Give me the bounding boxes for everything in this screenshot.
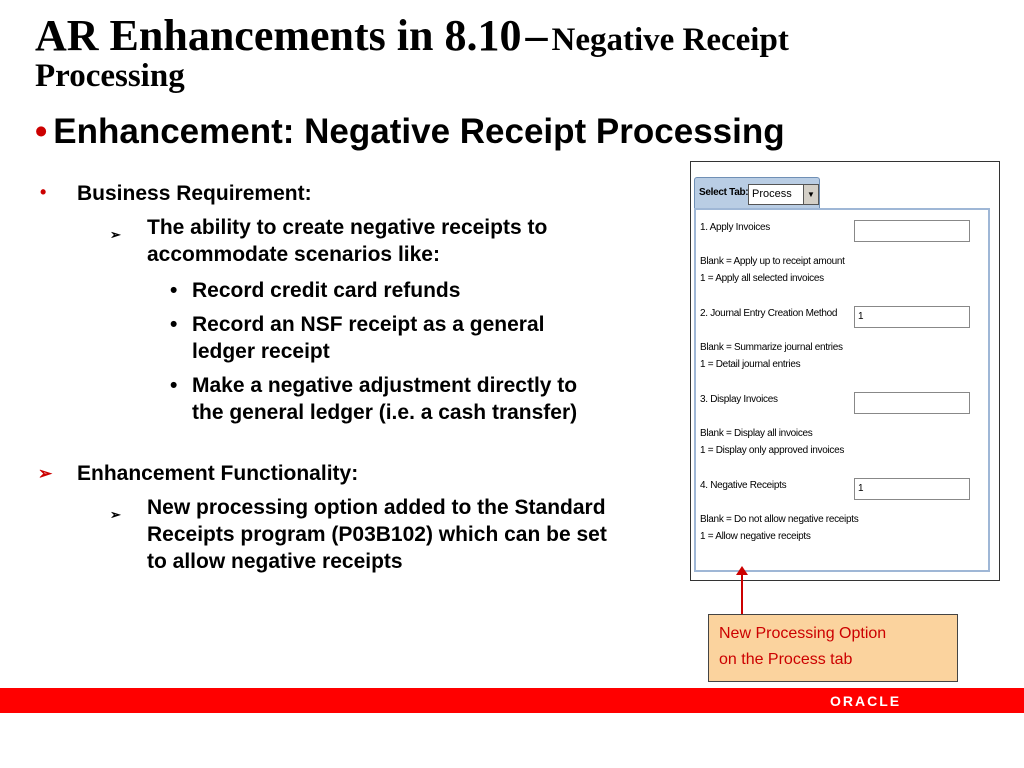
select-tab-header [694,177,820,208]
display-invoices-field[interactable] [854,392,970,414]
tab-select[interactable] [748,184,819,205]
arrow-bullet-icon: ➢ [38,464,53,483]
bullet-icon: • [170,313,178,336]
title-suffix-line2: Processing [35,58,185,94]
option-help: 1 = Allow negative receipts [700,531,811,542]
option-label: 2. Journal Entry Creation Method [700,308,838,319]
bullet-icon: • [35,112,48,151]
option-help: Blank = Do not allow negative receipts [700,514,859,525]
process-tab-panel [694,208,990,572]
callout-line1: New Processing Option [719,625,887,642]
option-label: 1. Apply Invoices [700,222,770,233]
slide-subheading [35,112,785,152]
sub-bullet-ability: The ability to create negative receipts to accommodate scenarios like: [147,216,548,266]
callout-box [708,614,958,682]
list-item: Record credit card refunds [192,279,461,302]
apply-invoices-field[interactable] [854,220,970,242]
title-dash: – [525,11,548,60]
journal-entry-method-field[interactable]: 1 [854,306,970,328]
option-help: Blank = Display all invoices [700,428,813,439]
callout-connector [741,571,743,616]
tab-select-value: Process [752,188,792,200]
oracle-logo: ORACLE [830,693,902,709]
bullet-icon: • [170,374,178,397]
arrow-bullet-icon: ➢ [110,227,121,242]
subheading-text: Enhancement: Negative Receipt Processing [53,112,785,151]
option-help: 1 = Detail journal entries [700,359,801,370]
sub-bullet-new-option: New processing option added to the Standard Receipts program (P03B102) which can be set to allow negative receipts [147,496,607,573]
option-help: 1 = Apply all selected invoices [700,273,824,284]
option-help: Blank = Apply up to receipt amount [700,256,845,267]
list-item: Make a negative adjustment directly to the general ledger (i.e. a cash transfer) [192,374,578,424]
title-main: AR Enhancements in 8.10 [35,11,522,60]
bullet-icon: • [170,279,178,302]
slide-title [35,11,995,94]
title-suffix: Negative Receipt [551,22,789,58]
select-tab-label: Select Tab: [699,187,749,198]
list-item: Record an NSF receipt as a general ledger receipt [192,313,545,363]
arrow-bullet-icon: ➢ [110,507,121,522]
bullet-business-requirement: Business Requirement: [77,182,312,205]
option-help: Blank = Summarize journal entries [700,342,843,353]
option-label: 4. Negative Receipts [700,480,787,491]
bullet-enhancement-functionality: Enhancement Functionality: [77,462,359,485]
processing-options-screenshot [690,161,1000,581]
chevron-down-icon[interactable]: ▼ [803,185,818,204]
bullet-icon: • [40,182,47,202]
option-help: 1 = Display only approved invoices [700,445,845,456]
negative-receipts-field[interactable]: 1 [854,478,970,500]
callout-line2: on the Process tab [719,651,853,668]
option-label: 3. Display Invoices [700,394,778,405]
